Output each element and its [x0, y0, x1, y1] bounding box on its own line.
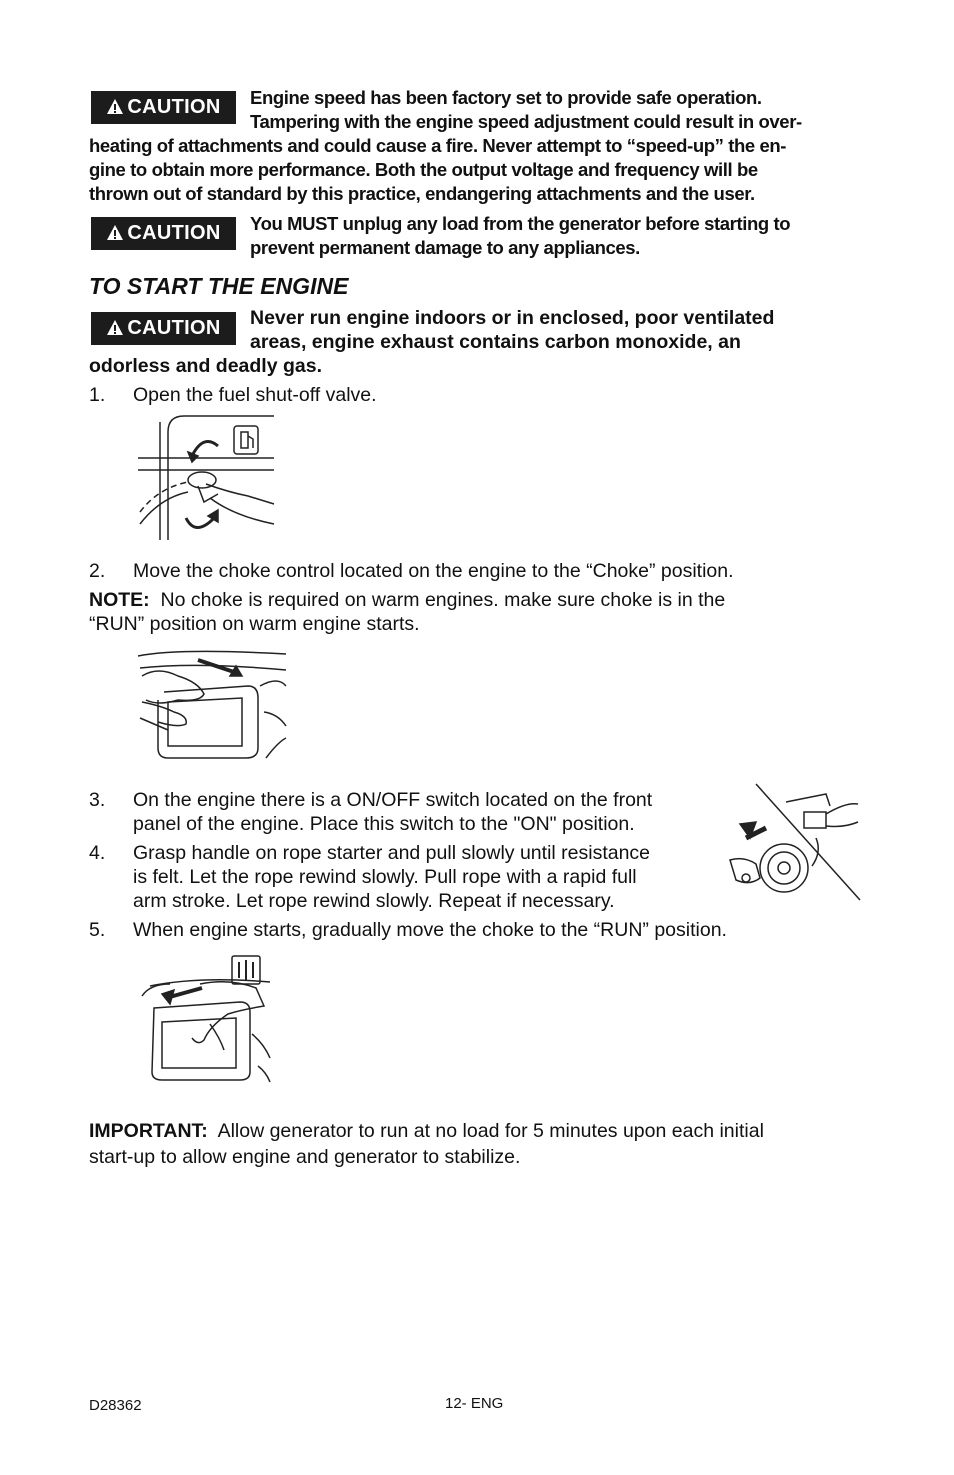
caution-badge-2	[91, 217, 236, 250]
caution3-line3: odorless and deadly gas.	[89, 355, 322, 377]
caution2-line2: prevent permanent damage to any appliances.	[250, 237, 640, 258]
caution3-line1: Never run engine indoors or in enclosed, poor ventilated	[250, 307, 775, 329]
caution1-line2: Tampering with the engine speed adjustment could result in over-	[250, 111, 802, 132]
step-3-line2: panel of the engine. Place this switch to the "ON" position.	[133, 813, 635, 835]
step-5-number: 5.	[89, 919, 106, 941]
caution3-line2: areas, engine exhaust contains carbon monoxide, an	[250, 331, 741, 353]
footer-page-number: 12- ENG	[445, 1395, 504, 1412]
important-line1	[89, 1118, 764, 1144]
step-5-text: When engine starts, gradually move the choke to the “RUN” position.	[133, 919, 727, 941]
step-3-line1: On the engine there is a ON/OFF switch located on the front	[133, 789, 653, 811]
step-4-line1: Grasp handle on rope starter and pull slowly until resistance	[133, 842, 651, 864]
caution1-line4: gine to obtain more performance. Both the output voltage and frequency will be	[89, 159, 758, 180]
caution1-line3: heating of attachments and could cause a fire. Never attempt to “speed-up” the en-	[89, 135, 787, 156]
caution1-line5: thrown out of standard by this practice, endangering attachments and the user.	[89, 183, 755, 204]
step-1-text: Open the fuel shut-off valve.	[133, 384, 377, 406]
step-2-text: Move the choke control located on the engine to the “Choke” position.	[133, 560, 734, 582]
warning-triangle-icon	[106, 319, 124, 336]
caution1-line1: Engine speed has been factory set to provide safe operation.	[250, 87, 762, 108]
recoil-starter-illustration	[726, 782, 860, 902]
footer-model-number: D28362	[89, 1397, 142, 1414]
fuel-valve-illustration	[138, 412, 274, 542]
note-text-2: “RUN” position on warm engine starts.	[89, 613, 420, 635]
section-heading: TO START THE ENGINE	[89, 273, 349, 299]
step-4-number: 4.	[89, 842, 106, 864]
note-text-1: No choke is required on warm engines. make sure choke is in the	[160, 589, 726, 611]
warning-triangle-icon	[106, 98, 124, 115]
step-1-number: 1.	[89, 384, 106, 406]
note-label: NOTE:	[89, 589, 150, 611]
caution-label: CAUTION	[127, 317, 221, 339]
caution-label: CAUTION	[127, 222, 221, 244]
caution-badge-1	[91, 91, 236, 124]
important-label: IMPORTANT:	[89, 1120, 208, 1142]
step-4-line3: arm stroke. Let rope rewind slowly. Repeat if necessary.	[133, 890, 615, 912]
step-3-number: 3.	[89, 789, 106, 811]
step-4-line2: is felt. Let the rope rewind slowly. Pull rope with a rapid full	[133, 866, 637, 888]
step-2-number: 2.	[89, 560, 106, 582]
caution-label: CAUTION	[127, 96, 221, 118]
caution-badge-3	[91, 312, 236, 345]
choke-run-illustration	[140, 954, 272, 1086]
warning-triangle-icon	[106, 224, 124, 241]
important-text-1: Allow generator to run at no load for 5 minutes upon each initial	[217, 1120, 764, 1142]
choke-illustration	[138, 646, 286, 762]
important-text-2: start-up to allow engine and generator to stabilize.	[89, 1146, 521, 1168]
note-line1	[89, 587, 725, 613]
caution2-line1: You MUST unplug any load from the generator before starting to	[250, 213, 791, 234]
